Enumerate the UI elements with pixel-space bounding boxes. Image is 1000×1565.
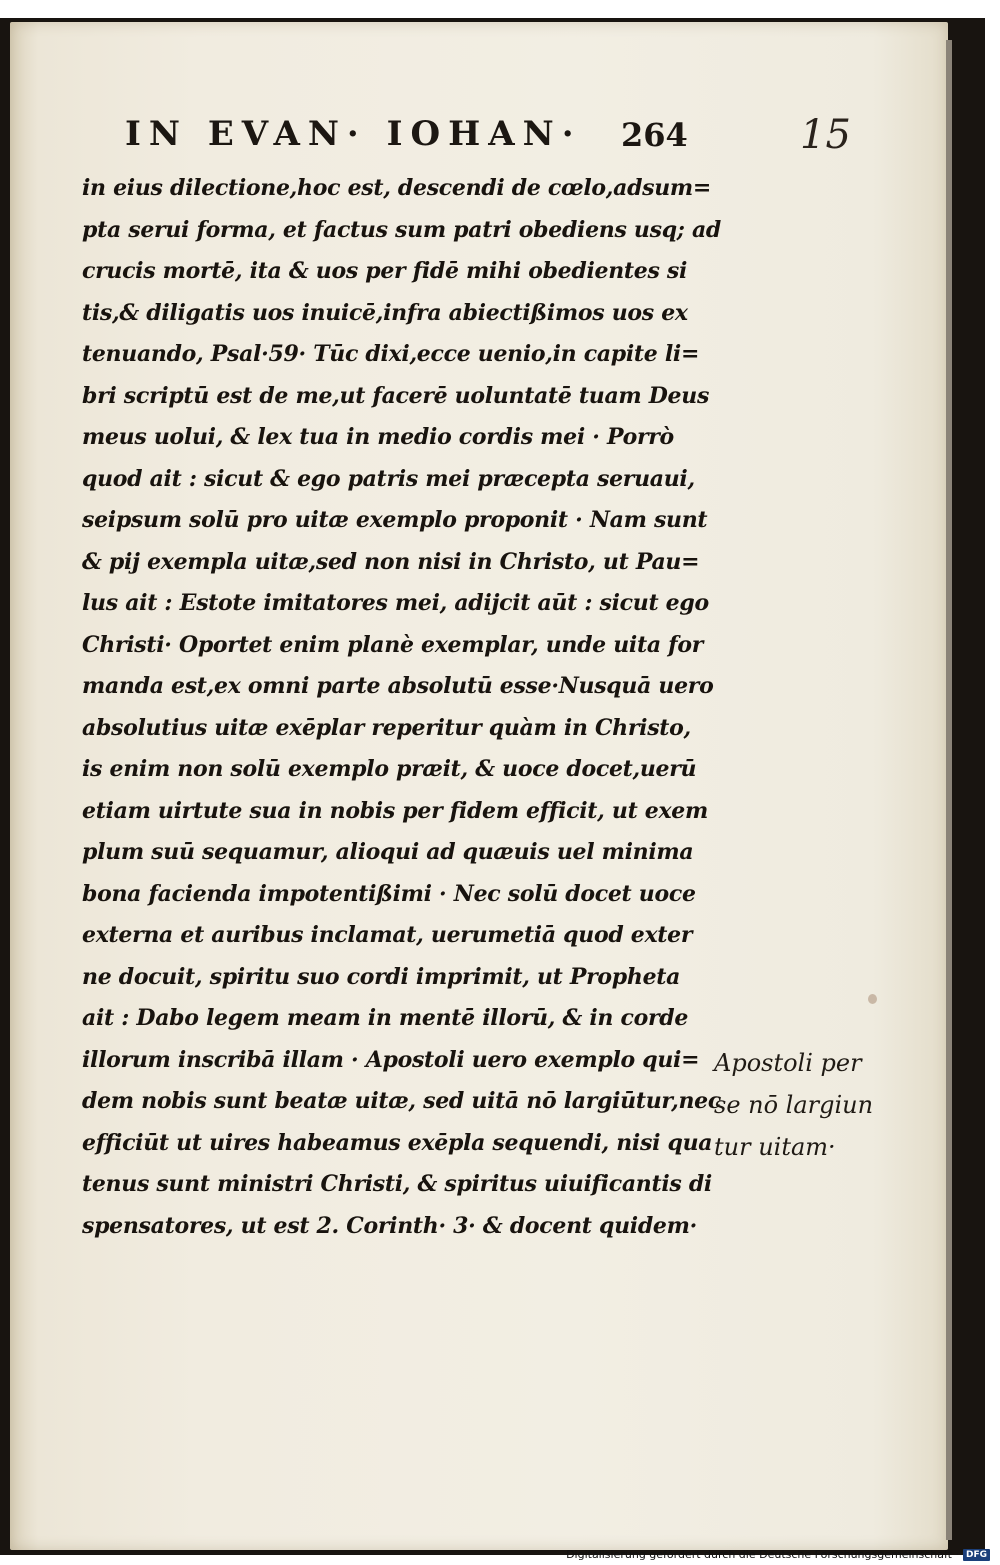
text-line: in eius dilectione,hoc est, descendi de cœlo,adsum=: [82, 175, 712, 201]
text-line: ait : Dabo legem meam in mentē illorū, & in corde: [82, 1005, 689, 1031]
text-line: bri scriptū est de me,ut facerē uoluntatē tuam Deus: [82, 382, 710, 409]
marginal-note-line: Apostoli per: [714, 1049, 862, 1077]
marginal-note-line: se nō largiun: [714, 1091, 874, 1119]
text-line: spensatores, ut est 2. Corinth· 3· & docent quidem·: [82, 1212, 697, 1239]
text-line: plum suū sequamur, alioqui ad quæuis uel minima: [82, 839, 694, 865]
text-line: manda est,ex omni parte absolutū esse·Nusquā uero: [82, 673, 714, 699]
text-line: dem nobis sunt beatæ uitæ, sed uitā nō largiūtur,nec: [82, 1088, 721, 1114]
text-line: etiam uirtute sua in nobis per fidem efficit, ut exem: [82, 797, 708, 824]
text-line: quod ait : sicut & ego patris mei præcepta seruaui,: [82, 465, 695, 492]
text-line: & pij exempla uitæ,sed non nisi in Christo, ut Pau=: [82, 548, 700, 575]
text-line: tis,& diligatis uos inuicē,infra abiectißimos uos ex: [82, 299, 688, 326]
dfg-logo: DFG: [963, 1549, 990, 1561]
page-header: [125, 110, 705, 160]
text-line: Christi· Oportet enim planè exemplar, unde uita for: [82, 631, 703, 658]
text-line: ne docuit, spiritu suo cordi imprimit, ut Propheta: [82, 963, 681, 990]
page-edge: [946, 40, 952, 1540]
text-line: illorum inscribā illam · Apostoli uero exemplo qui=: [82, 1046, 700, 1073]
running-head: IN EVAN· IOHAN·: [125, 114, 582, 154]
text-line: absolutius uitæ exēplar reperitur quàm in Christo,: [82, 714, 691, 741]
text-line: bona facienda impotentißimi · Nec solū docet uoce: [82, 880, 696, 907]
handwritten-folio-number: 15: [800, 112, 851, 158]
marginal-note: [714, 1042, 914, 1168]
text-line: tenus sunt ministri Christi, & spiritus uiuificantis di: [82, 1171, 712, 1197]
marginal-note-line: tur uitam·: [714, 1133, 836, 1161]
text-line: seipsum solū pro uitæ exemplo proponit · Nam sunt: [82, 507, 708, 533]
paper-stain: [868, 994, 877, 1004]
footer-credit: Digitalisierung gefördert durch die Deutsche Forschungsgemeinschaft ·: [566, 1548, 959, 1561]
body-text: [82, 168, 722, 1247]
text-line: externa et auribus inclamat, uerumetiā quod exter: [82, 922, 693, 948]
text-line: efficiūt ut uires habeamus exēpla sequendi, nisi qua: [82, 1129, 713, 1156]
page-number: 264: [621, 116, 688, 154]
text-line: tenuando, Psal·59· Tūc dixi,ecce uenio,in capite li=: [82, 341, 700, 367]
text-line: is enim non solū exemplo præit, & uoce docet,uerū: [82, 756, 697, 782]
text-line: lus ait : Estote imitatores mei, adijcit aūt : sicut ego: [82, 590, 709, 616]
text-line: pta serui forma, et factus sum patri obediens usq; ad: [82, 216, 721, 243]
text-line: meus uolui, & lex tua in medio cordis mei · Porrò: [82, 424, 674, 450]
digitization-footer: [566, 1548, 990, 1561]
text-line: crucis mortē, ita & uos per fidē mihi obedientes si: [82, 258, 688, 284]
